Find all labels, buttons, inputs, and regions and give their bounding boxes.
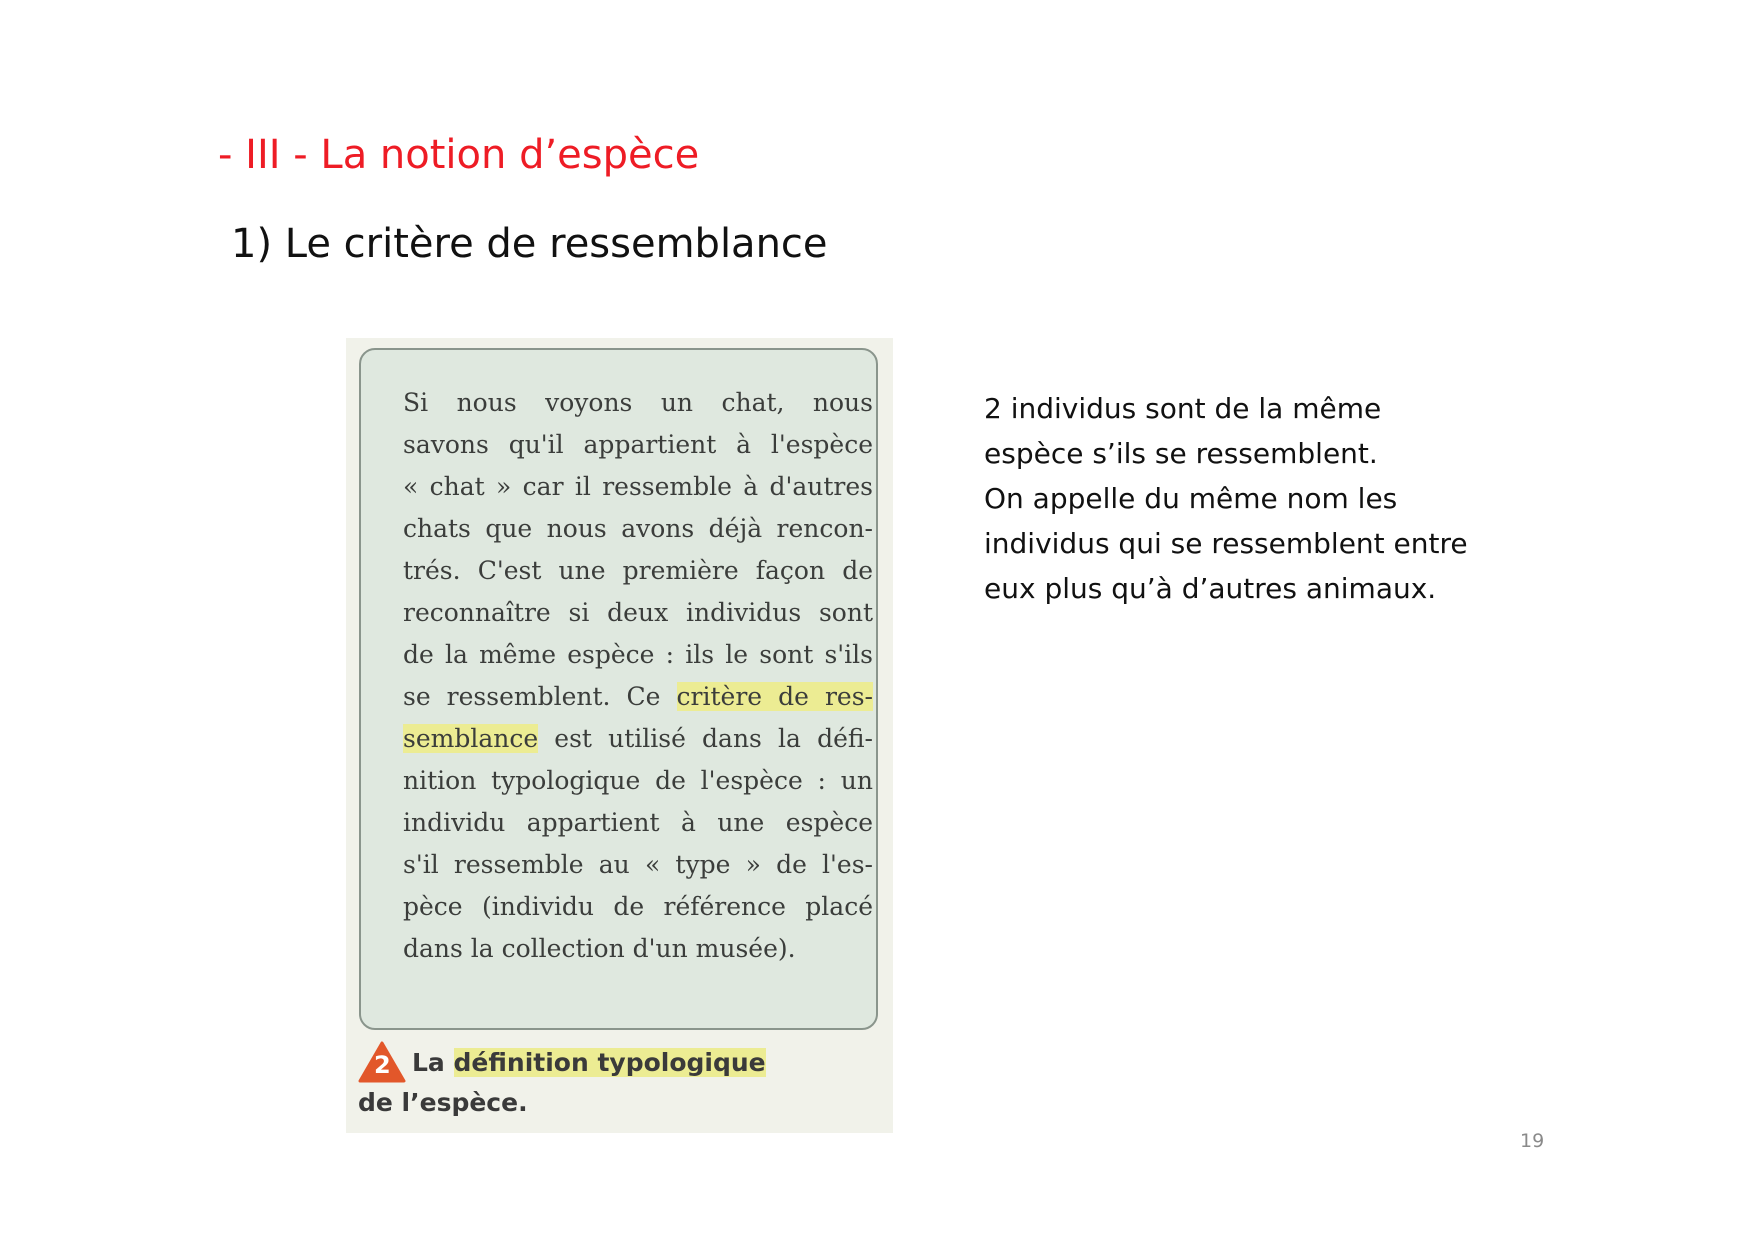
textbook-line: s'il ressemble au « type » de l'es- xyxy=(403,850,873,879)
textbook-line: savons qu'il appartient à l'espèce xyxy=(403,430,873,459)
definition-line: On appelle du même nom les xyxy=(984,482,1398,515)
textbook-line: nition typologique de l'espèce : un xyxy=(403,766,873,795)
highlighted-term: semblance xyxy=(403,724,539,753)
textbook-line: de la même espèce : ils le sont s'ils xyxy=(403,640,873,669)
definition-line: 2 individus sont de la même xyxy=(984,392,1382,425)
textbook-line: pèce (individu de référence placé xyxy=(403,892,873,921)
section-heading: 1) Le critère de ressemblance xyxy=(231,221,828,267)
definition-line: eux plus qu’à d’autres animaux. xyxy=(984,572,1437,605)
textbook-line: chats que nous avons déjà rencon- xyxy=(403,514,873,543)
textbook-line: dans la collection d'un musée). xyxy=(403,934,796,963)
slide-title: - III - La notion d’espèce xyxy=(218,132,700,178)
textbook-line: « chat » car il ressemble à d'autres xyxy=(403,472,873,501)
caption-line-2: de l’espèce. xyxy=(358,1088,528,1117)
definition-text xyxy=(984,386,1544,611)
textbook-line: individu appartient à une espèce xyxy=(403,808,873,837)
textbook-paragraph xyxy=(403,382,873,970)
figure-caption xyxy=(358,1043,878,1123)
textbook-line: trés. C'est une première façon de xyxy=(403,556,873,585)
textbook-line: reconnaître si deux individus sont xyxy=(403,598,873,627)
caption-number: 2 xyxy=(374,1051,391,1079)
textbook-text-box xyxy=(359,348,878,1030)
textbook-line: Si nous voyons un chat, nous xyxy=(403,388,873,417)
caption-highlight: définition typologique xyxy=(453,1048,766,1077)
page-number: 19 xyxy=(1520,1130,1545,1152)
textbook-scan xyxy=(346,338,893,1133)
textbook-line: se ressemblent. Ce critère de res- xyxy=(403,682,874,711)
caption-prefix: La xyxy=(412,1048,454,1077)
highlighted-term: critère de res- xyxy=(676,682,874,711)
definition-line: individus qui se ressemblent entre xyxy=(984,527,1468,560)
document-number-badge xyxy=(358,1043,406,1083)
textbook-line: semblance est utilisé dans la défi- xyxy=(403,724,873,753)
definition-line: espèce s’ils se ressemblent. xyxy=(984,437,1378,470)
